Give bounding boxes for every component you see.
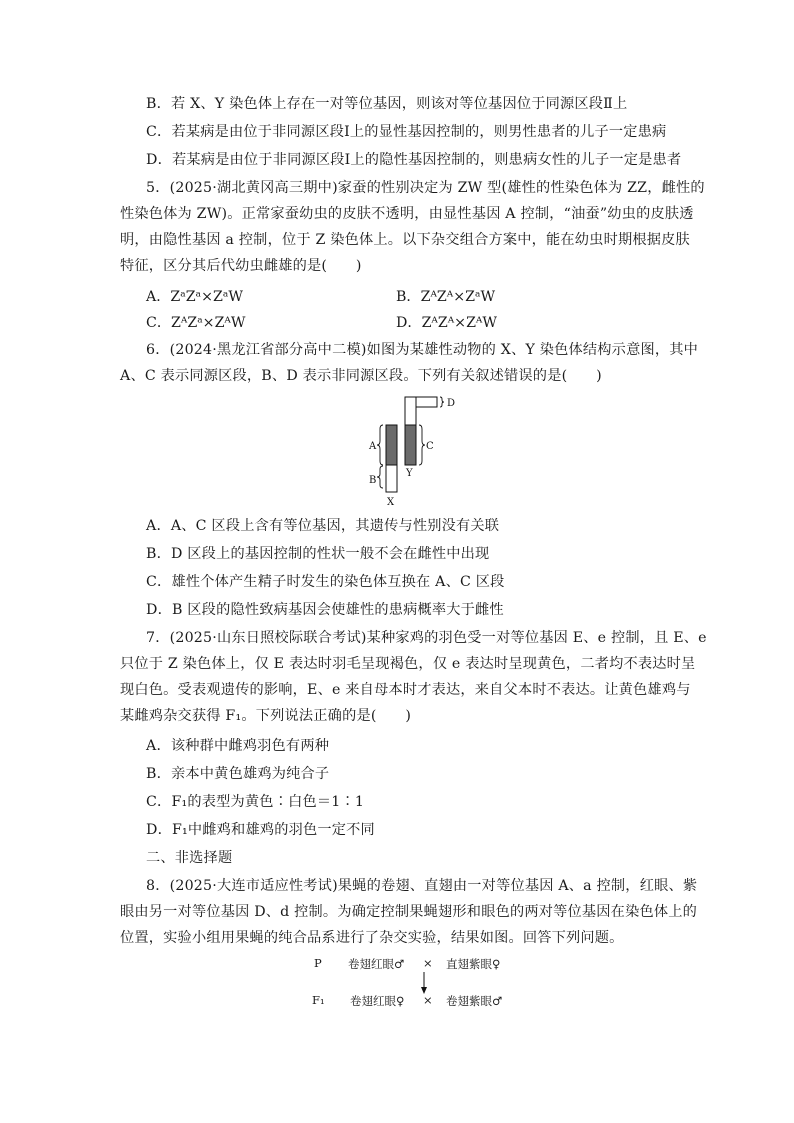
xy-chromosome-svg (366, 394, 466, 510)
cross-f1-female: 卷翅红眼♀ (350, 994, 405, 1008)
q4-option-c: C．若某病是由位于非同源区段Ⅰ上的显性基因控制的，则男性患者的儿子一定患病 (146, 124, 667, 140)
q5-stem-line2: 性染色体为 ZW)。正常家蚕幼虫的皮肤不透明，由显性基因 A 控制，“油蚕”幼虫的皮肤透 (120, 206, 694, 222)
q4-option-d: D．若某病是由位于非同源区段Ⅰ上的隐性基因控制的，则患病女性的儿子一定是患者 (146, 152, 682, 168)
cross-f1-label: F₁ (312, 993, 325, 1007)
brace-a (377, 425, 383, 465)
cross-p-female: 直翅紫眼♀ (446, 957, 501, 971)
q7-stem-line1: 7．(2025·山东日照校际联合考试)某种家鸡的羽色受一对等位基因 E、e 控制，且 E、e (146, 630, 707, 646)
q7-stem-line2: 只位于 Z 染色体上，仅 E 表达时羽毛呈现褐色，仅 e 表达时呈现黄色，二者均不表达时呈 (120, 656, 696, 672)
y-homologous-segment-c (405, 425, 416, 465)
label-d: D (447, 398, 456, 409)
q7-stem-line3: 现白色。受表观遗传的影响，E、e 来自母本时才表达，来自父本时不表达。让黄色雄鸡与 (120, 682, 691, 698)
q6-stem-line2: A、C 表示同源区段，B、D 表示非同源区段。下列有关叙述错误的是( ) (120, 368, 602, 384)
cross-p-male: 卷翅红眼♂ (348, 957, 405, 971)
y-nonhomologous-segment-vertical (405, 397, 416, 425)
cross-p-times: × (423, 956, 433, 970)
q5-option-d: D．ZᴬZᴬ×ZᴬW (396, 315, 497, 331)
q5-stem-line3: 明，由隐性基因 a 控制，位于 Z 染色体上。以下杂交组合方案中，能在幼虫时期根据皮肤 (120, 232, 690, 248)
label-a: A (369, 441, 377, 452)
q5-stem-line1: 5．(2025·湖北黄冈高三期中)家蚕的性别决定为 ZW 型(雄性的性染色体为 ZZ，雌性的 (146, 180, 705, 196)
x-nonhomologous-segment-b (386, 465, 397, 492)
q8-stem-line3: 位置，实验小组用果蝇的纯合品系进行了杂交实验，结果如图。回答下列问题。 (120, 930, 624, 946)
q6-option-b: B．D 区段上的基因控制的性状一般不会在雌性中出现 (146, 546, 490, 562)
q7-option-d: D．F₁中雌鸡和雄鸡的羽色一定不同 (146, 822, 375, 838)
q8-stem-line1: 8．(2025·大连市适应性考试)果蝇的卷翅、直翅由一对等位基因 A、a 控制，红眼、紫 (146, 878, 698, 894)
q5-option-b: B．ZᴬZᴬ×ZᵃW (396, 289, 496, 305)
q7-option-c: C．F₁的表型为黄色∶白色＝1∶1 (146, 794, 365, 810)
brace-b (377, 466, 383, 488)
q5-stem-line4: 特征，区分其后代幼虫雌雄的是( ) (120, 258, 362, 274)
x-homologous-segment-a (386, 425, 397, 465)
label-x: X (387, 497, 395, 508)
y-nonhomologous-segment-d (416, 397, 437, 407)
cross-p-label: P (314, 956, 322, 970)
q5-option-a: A．ZᵃZᵃ×ZᵃW (146, 289, 243, 305)
label-c: C (426, 441, 434, 452)
q7-option-b: B．亲本中黄色雄鸡为纯合子 (146, 766, 330, 782)
xy-chromosome-diagram (366, 394, 466, 510)
cross-f1-times: × (423, 993, 433, 1007)
q4-option-b: B．若 X、Y 染色体上存在一对等位基因，则该对等位基因位于同源区段Ⅱ上 (146, 96, 628, 112)
q6-option-c: C．雄性个体产生精子时发生的染色体互换在 A、C 区段 (146, 574, 505, 590)
cross-f1-male: 卷翅紫眼♂ (446, 994, 503, 1008)
brace-d (440, 397, 444, 407)
q7-stem-line4: 某雌鸡杂交获得 F₁。下列说法正确的是( ) (120, 708, 412, 724)
q7-option-a: A．该种群中雌鸡羽色有两种 (146, 738, 330, 754)
q6-option-d: D．B 区段的隐性致病基因会使雄性的患病概率大于雌性 (146, 602, 504, 618)
q8-stem-line2: 眼由另一对等位基因 D、d 控制。为确定控制果蝇翅形和眼色的两对等位基因在染色体上的 (120, 904, 698, 920)
label-b: B (369, 475, 377, 486)
label-y: Y (406, 468, 413, 479)
q5-option-c: C．ZᴬZᵃ×ZᴬW (146, 315, 246, 331)
q6-stem-line1: 6．(2024·黑龙江省部分高中二模)如图为某雄性动物的 X、Y 染色体结构示意图，其中 (146, 342, 699, 358)
section-heading: 二、非选择题 (146, 850, 233, 866)
brace-c (419, 425, 425, 465)
q6-option-a: A．A、C 区段上含有等位基因，其遗传与性别没有关联 (146, 518, 500, 534)
